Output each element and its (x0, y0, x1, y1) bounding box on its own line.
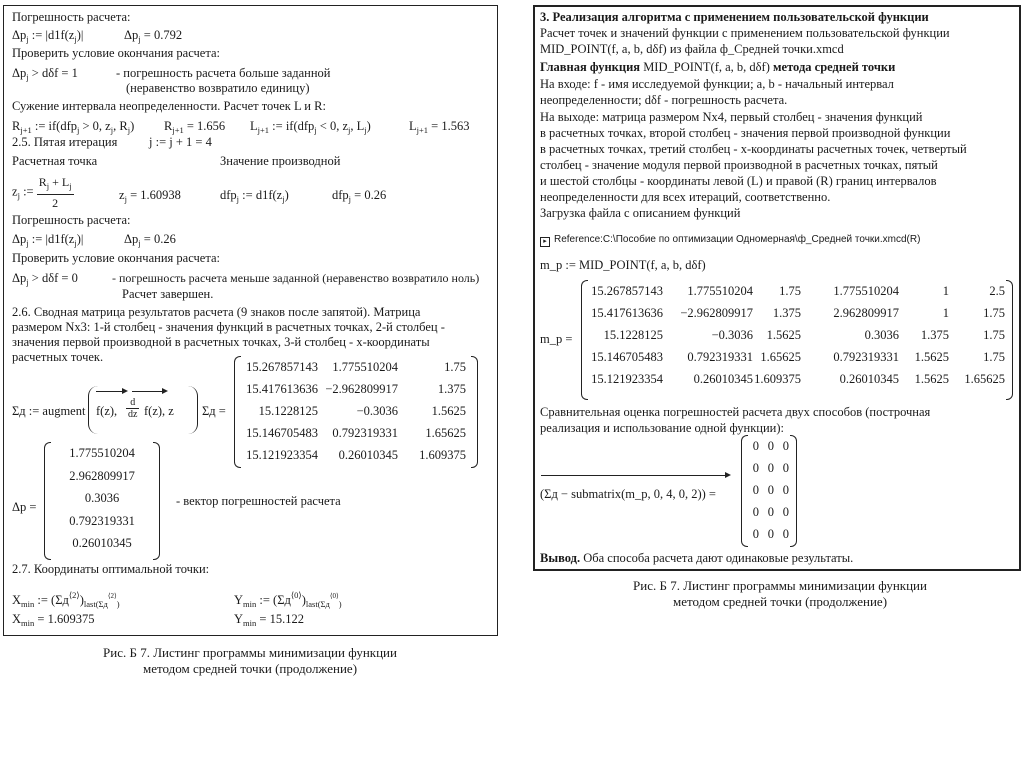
r-update-result: $R_{j+1} = 1.656$ (164, 119, 226, 135)
sigma-matrix-cell: −0.3036 (356, 404, 398, 418)
mp-matrix-cell: 0.792319331 (833, 350, 899, 364)
mp-matrix-cell: 2.962809917 (833, 306, 899, 320)
zero-matrix-cell: 0 (767, 505, 774, 519)
check-heading-1: Проверить условие окончания расчета: (12, 46, 220, 60)
reference-icon: ▸ (540, 237, 550, 247)
right-intro-1: Расчет точек и значений функции с применением пользовательской функции (540, 26, 950, 40)
mp-matrix-cell: 1.5625 (914, 350, 949, 364)
zero-matrix-cell: 0 (752, 527, 759, 541)
zero-matrix-cell: 0 (782, 527, 789, 541)
left-document-page (3, 5, 498, 636)
zero-matrix-cell: 0 (767, 461, 774, 475)
sigma-result-matrix (234, 356, 478, 468)
mp-matrix-cell: 15.267857143 (591, 284, 663, 298)
mp-matrix-cell: 1.5625 (914, 372, 949, 386)
mp-matrix-cell: 15.121923354 (591, 372, 663, 386)
mp-matrix-cell: 1.609375 (754, 372, 801, 386)
mp-matrix-cell: −2.962809917 (680, 306, 753, 320)
condition-note-1: - погрешность расчета больше заданной (116, 66, 331, 80)
mp-matrix-cell: 0.26010345 (693, 372, 753, 386)
mp-matrix-cell: 1.65625 (760, 350, 801, 364)
zero-matrix-cell: 0 (767, 483, 774, 497)
sigma-matrix-cell: 1.609375 (419, 448, 466, 462)
zero-matrix-cell: 0 (782, 505, 789, 519)
sigma-matrix-cell: 1.5625 (431, 404, 466, 418)
dp-error-vector (44, 442, 160, 560)
vectorize-arrow-1 (96, 391, 124, 392)
mp-matrix-cell: 0.792319331 (687, 350, 753, 364)
l-update-formula: $L_{j+1}$ := if(dfp$_j$ < 0, $z_j$, $L_j$) (250, 119, 371, 135)
mp-matrix-cell: 1 (942, 306, 949, 320)
mp-matrix-cell: 1.775510204 (833, 284, 899, 298)
derivative-label: Значение производной (220, 154, 341, 168)
mp-matrix-cell: −0.3036 (711, 328, 753, 342)
sigma-matrix-cell: 15.121923354 (246, 448, 318, 462)
sigma-matrix-cell: 1.65625 (425, 426, 466, 440)
xmin-formula: $X_{min}$ := $(\Sigma д^{⟨2⟩})_{last(\Sigma д}^{⟨2⟩}_)$ (12, 590, 120, 609)
zero-matrix-cell: 0 (752, 439, 759, 453)
compare-expression: (Σд − submatrix(m_p, 0, 4, 0, 2)) = (540, 487, 716, 501)
section-3-heading: 3. Реализация алгоритма с применением пользовательской функции (540, 10, 929, 24)
midpoint-result: $z_j = 1.60938$ (119, 188, 181, 204)
zero-matrix-cell: 0 (782, 439, 789, 453)
mp-matrix-cell: 1.375 (920, 328, 949, 342)
sigma-matrix-cell: 0.792319331 (332, 426, 398, 440)
mp-matrix-cell: 1.75 (779, 284, 801, 298)
dp-vector-cell: 2.962809917 (69, 468, 135, 483)
zero-matrix-cell: 0 (767, 439, 774, 453)
mp-matrix-cell: 1.5625 (766, 328, 801, 342)
mp-result-matrix (581, 280, 1013, 400)
error-result-1: $\Delta p_j = 0.792$ (124, 28, 183, 44)
mp-matrix-cell: 2.5 (989, 284, 1005, 298)
condition-formula-2: $\Delta p_j > d\delta f = 0$ (12, 271, 78, 287)
derivative-result: dfp$_j$ = 0.26 (332, 188, 387, 204)
mp-matrix-cell: 15.1228125 (603, 328, 663, 342)
sigma-matrix-label: Σд = (202, 404, 226, 418)
ymin-result: $Y_{min} = 15.122$ (234, 612, 304, 628)
midpoint-formula: $z_j$ := $\frac{R_j + L_j}{2}$ (12, 175, 72, 210)
output-desc-5: и шестой столбцы - координаты левой (L) и правой (R) границ интервалов (540, 174, 937, 188)
load-file-label: Загрузка файла с описанием функций (540, 206, 741, 220)
error-heading-2: Погрешность расчета: (12, 213, 131, 227)
zero-matrix-cell: 0 (782, 461, 789, 475)
sigma-matrix-cell: −2.962809917 (325, 382, 398, 396)
mp-matrix-cell: 1.775510204 (687, 284, 753, 298)
sigma-matrix-cell: 0.26010345 (338, 448, 398, 462)
zero-matrix-cell: 0 (767, 527, 774, 541)
output-desc-6: неопределенности для всех итераций, соответственно. (540, 190, 831, 204)
zero-matrix-cell: 0 (752, 483, 759, 497)
mp-matrix-cell: 1.75 (983, 328, 1005, 342)
vectorize-arrow-2 (132, 391, 164, 392)
compare-desc-1: Сравнительная оценка погрешностей расчета двух способов (построчная (540, 405, 931, 419)
summary-matrix-desc-1: 2.6. Сводная матрица результатов расчета (9 знаков после запятой). Матрица (12, 305, 421, 319)
sigma-matrix-cell: 1.375 (437, 382, 466, 396)
sigma-matrix-cell: 15.1228125 (258, 404, 318, 418)
dp-vector-label: Δp = (12, 500, 37, 514)
optimal-point-heading: 2.7. Координаты оптимальной точки: (12, 562, 210, 576)
mp-matrix-cell: 0.26010345 (839, 372, 899, 386)
condition-note-2: - погрешность расчета меньше заданной (неравенство возвратило ноль) (112, 271, 480, 285)
mp-matrix-cell: 15.146705483 (591, 350, 663, 364)
summary-matrix-desc-4: расчетных точек. (12, 350, 104, 364)
mp-matrix-cell: 1 (942, 284, 949, 298)
vectorize-arrowhead-2 (162, 388, 168, 394)
derivative-formula: dfp$_j$ := $d1f(z_j)$ (220, 188, 289, 204)
sigma-matrix-cell: 15.267857143 (246, 360, 318, 374)
zero-matrix-cell: 0 (752, 461, 759, 475)
augment-lhs: Σд := augment (12, 404, 86, 418)
input-desc-2: неопределенности; dδf - погрешность расчета. (540, 93, 788, 107)
condition-note-1b: (неравенство возвратило единицу) (126, 81, 310, 95)
zero-matrix-cell: 0 (782, 483, 789, 497)
mp-matrix-cell: 1.75 (983, 350, 1005, 364)
left-figure-caption: Рис. Б 7. Листинг программы минимизации функции методом средней точки (продолжение) (103, 645, 397, 676)
mp-matrix-cell: 15.417613636 (591, 306, 663, 320)
compare-desc-2: реализация и использование одной функции): (540, 421, 785, 435)
output-desc-4: столбец - значение модуля первой производной в расчетных точках, пятый (540, 158, 938, 172)
mp-matrix-cell: 1.75 (983, 306, 1005, 320)
narrowing-heading: Сужение интервала неопределенности. Расчет точек L и R: (12, 99, 326, 113)
output-desc-1: На выходе: матрица размером Nx4, первый столбец - значения функций (540, 110, 923, 124)
dp-vector-cell: 0.3036 (84, 491, 120, 505)
dp-vector-cell: 0.26010345 (72, 536, 132, 550)
conclusion-line: Вывод. Оба способа расчета дают одинаковые результаты. (540, 551, 854, 565)
ymin-formula: $Y_{min}$ := $(\Sigma д^{⟨0⟩})_{last(\Sigma д}^{⟨0⟩}_)$ (234, 590, 342, 609)
vectorize-arrowhead-compare (725, 472, 731, 478)
error-heading-1: Погрешность расчета: (12, 10, 131, 24)
vectorize-arrowhead-1 (122, 388, 128, 394)
derivative-operator: $\frac{d}{dz}$ (128, 397, 138, 420)
l-update-result: $L_{j+1} = 1.563$ (409, 119, 470, 135)
error-formula-2: $\Delta p_j$ := $|d1f(z_j)|$ (12, 232, 84, 248)
dp-vector-cell: 0.792319331 (69, 513, 135, 528)
vectorize-arrow-compare (541, 475, 727, 476)
augment-f-arg: f(z), (96, 404, 118, 418)
dp-vector-cell: 1.775510204 (69, 446, 135, 460)
output-desc-2: в расчетных точках, второй столбец - значения первой производной функции (540, 126, 951, 140)
mp-matrix-cell: 1.65625 (964, 372, 1005, 386)
right-figure-caption: Рис. Б 7. Листинг программы минимизации функции методом средней точки (продолжение) (633, 578, 927, 609)
sigma-matrix-cell: 1.75 (444, 360, 466, 374)
sigma-matrix-cell: 1.775510204 (332, 360, 398, 374)
input-desc-1: На входе: f - имя исследуемой функции; a, b - начальный интервал (540, 77, 894, 91)
sigma-matrix-cell: 15.146705483 (246, 426, 318, 440)
summary-matrix-desc-2: размером Nx3: 1-й столбец - значения функций в расчетных точках, 2-й столбец - (12, 320, 445, 334)
r-update-formula: $R_{j+1}$ := if(dfp$_j$ > 0, $z_j$, $R_j$) (12, 119, 135, 135)
right-intro-2: MID_POINT(f, a, b, dδf) из файла ф_Средней точки.xmcd (540, 42, 844, 56)
sigma-matrix-cell: 15.417613636 (246, 382, 318, 396)
mp-matrix-cell: 0.3036 (864, 328, 899, 342)
condition-formula-1: $\Delta p_j > d\delta f = 1$ (12, 66, 78, 82)
iteration-5-heading: 2.5. Пятая итерация (12, 135, 118, 149)
mp-matrix-cell: 1.375 (772, 306, 801, 320)
iteration-index-formula: j := j + 1 = 4 (149, 135, 212, 149)
summary-matrix-desc-3: значения первой производной в расчетных точках, 3-й столбец - x-координаты (12, 335, 430, 349)
error-result-2: $\Delta p_j = 0.26$ (124, 232, 176, 248)
output-desc-3: в расчетных точках, третий столбец - x-координаты расчетных точек, четвертый (540, 142, 967, 156)
xmin-result: $X_{min} = 1.609375$ (12, 612, 95, 628)
zero-matrix-cell: 0 (752, 505, 759, 519)
error-formula-1: $\Delta p_j$ := $|d1f(z_j)|$ (12, 28, 84, 44)
mp-definition: m_p := MID_POINT(f, a, b, dδf) (540, 258, 706, 272)
check-heading-2: Проверить условие окончания расчета: (12, 251, 220, 265)
file-reference[interactable]: ▸ Reference:C:\Пособие по оптимизации Одномерная\ф_Средней точки.xmcd(R) (540, 234, 920, 247)
mp-matrix-label: m_p = (540, 332, 573, 346)
zero-difference-matrix (741, 435, 797, 547)
right-document-page (533, 5, 1021, 571)
main-function-line: Главная функция MID_POINT(f, a, b, dδf) метода средней точки (540, 60, 896, 74)
augment-fz-arg: f(z), z (144, 404, 174, 418)
calc-finished: Расчет завершен. (122, 287, 214, 301)
dp-vector-note: - вектор погрешностей расчета (176, 494, 341, 508)
calc-point-label: Расчетная точка (12, 154, 98, 168)
